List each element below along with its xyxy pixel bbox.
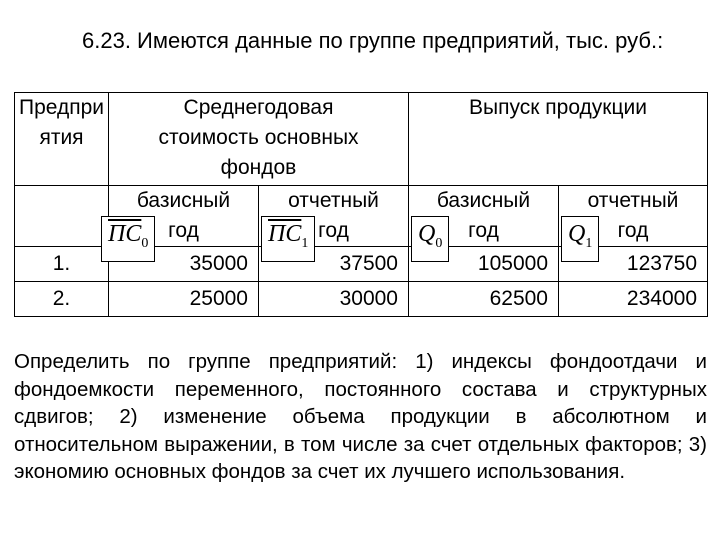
formula-pc1-sub: 1 xyxy=(301,235,309,251)
header-output-report-label: отчетный год xyxy=(587,189,679,242)
formula-pc1-main: ПС xyxy=(268,221,302,247)
header-empty-cell xyxy=(15,186,109,247)
problem-title: 6.23. Имеются данные по группе предприятий, тыс. руб.: xyxy=(82,28,664,53)
formula-pc1 xyxy=(261,216,315,262)
header-cost-base xyxy=(108,186,259,251)
output-report-value: 123750 xyxy=(559,247,708,282)
formula-q1 xyxy=(561,216,599,262)
data-table xyxy=(14,92,708,317)
output-base-value: 105000 xyxy=(409,247,559,282)
output-base-value: 62500 xyxy=(409,282,559,317)
formula-q0-sub: 0 xyxy=(435,235,443,251)
task-text: Определить по группе предприятий: 1) индексы фондоотдачи и фондоемкости переменного, постоянного состава и структурных сдвигов; 2) изменение объема продукции в абсолютном и относительном выражении, в том числе за счет отдельных факторов; 3) экономию основных фондов за счет их лучшего использования. xyxy=(14,350,707,483)
table-row xyxy=(15,282,708,317)
header-cost-report xyxy=(259,186,409,251)
formula-pc0 xyxy=(101,216,155,262)
output-report-value: 234000 xyxy=(559,282,708,317)
formula-q1-main: Q xyxy=(568,221,586,247)
cost-report-value: 30000 xyxy=(259,282,409,317)
header-fixed-assets-label: Среднегодовая стоимость основных фондов xyxy=(158,96,359,179)
header-cost-report-label: отчетный год xyxy=(288,189,379,242)
cost-base-value: 25000 xyxy=(109,282,259,317)
cost-report-value: 37500 xyxy=(259,247,409,282)
header-output-base-label: базисный год xyxy=(436,189,531,242)
row-number: 1. xyxy=(15,247,109,282)
formula-q1-sub: 1 xyxy=(585,235,593,251)
header-output: Выпуск продукции xyxy=(409,93,708,186)
formula-pc0-main: ПС xyxy=(108,221,142,247)
cost-base-value: 35000 xyxy=(109,247,259,282)
header-enterprise: Предприятия xyxy=(15,93,109,186)
formula-q0 xyxy=(411,216,449,262)
header-fixed-assets xyxy=(109,93,409,186)
header-output-base xyxy=(409,186,559,251)
formula-pc0-sub: 0 xyxy=(141,235,149,251)
row-number: 2. xyxy=(15,282,109,317)
header-output-report xyxy=(559,186,708,251)
header-cost-base-label: базисный год xyxy=(136,189,231,242)
formula-q0-main: Q xyxy=(418,221,436,247)
